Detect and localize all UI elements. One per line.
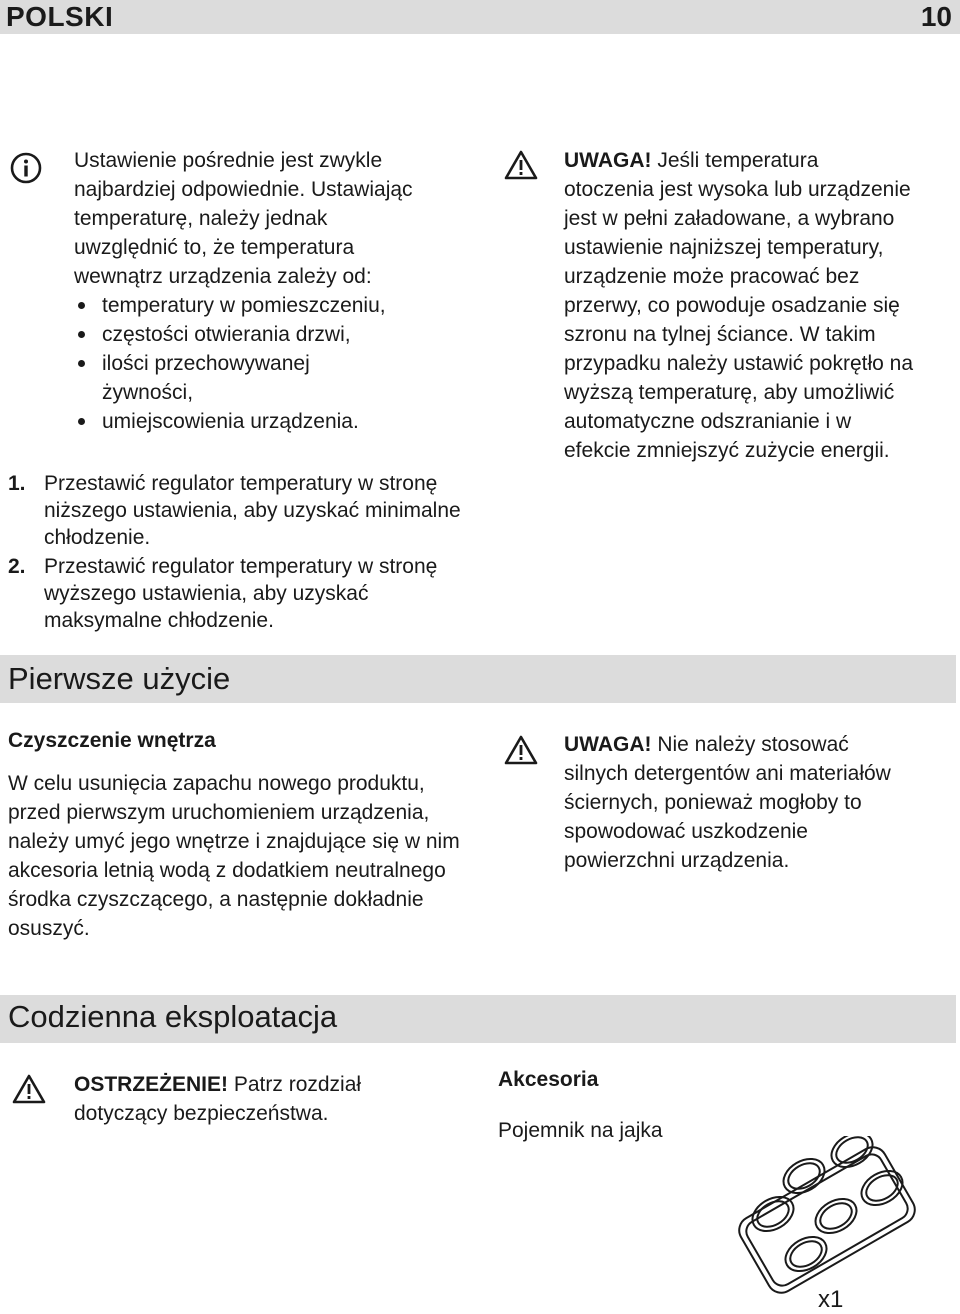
warning-label: UWAGA! <box>564 733 652 756</box>
warning-text: Patrz rozdział dotyczący bezpieczeństwa. <box>74 1073 362 1125</box>
warning-text: Nie należy stosować silnych detergentów ani materiałów ściernych, ponieważ mogłoby to spowodować uszkodzenie powierzchni urządzenia. <box>564 733 891 872</box>
temperature-warning <box>564 146 914 465</box>
temperature-steps <box>8 470 478 634</box>
section-header-daily-use <box>0 995 956 1043</box>
safety-warning <box>74 1070 414 1128</box>
warning-triangle-icon <box>504 150 538 180</box>
list-item: temperatury w pomieszczeniu, <box>74 291 434 320</box>
factor-list <box>74 291 434 436</box>
language-label: POLSKI <box>6 1 114 32</box>
warning-label: UWAGA! <box>564 149 652 172</box>
egg-tray-illustration <box>732 1136 922 1304</box>
step-text: Przestawić regulator temperatury w stronę niższego ustawienia, aby uzyskać minimalne chłodzenie. <box>44 472 461 549</box>
accessory-quantity: x1 <box>818 1286 844 1313</box>
step-item <box>8 553 478 634</box>
cleaning-text: W celu usunięcia zapachu nowego produktu, przed pierwszym uruchomieniem urządzenia, należy umyć jego wnętrze i znajdujące się w nim akcesoria letnią wodą z dodatkiem neutralnego środka czyszczącego, a następnie dokładnie osuszyć. <box>8 772 460 940</box>
subheading-cleaning: Czyszczenie wnętrza <box>8 729 216 752</box>
cleaning-block <box>8 727 478 943</box>
page-header <box>0 0 960 34</box>
info-intro: Ustawienie pośrednie jest zwykle najbardziej odpowiednie. Ustawiając temperaturę, należy jednak uwzględnić to, że temperatura wewnątrz urządzenia zależy od: <box>74 149 413 288</box>
list-item: umiejscowienia urządzenia. <box>74 407 434 436</box>
accessory-item: Pojemnik na jajka <box>498 1119 663 1142</box>
step-number: 1. <box>8 472 26 495</box>
section-title: Pierwsze użycie <box>8 661 231 696</box>
section-title: Codzienna eksploatacja <box>8 999 338 1034</box>
list-item: częstości otwierania drzwi, <box>74 320 434 349</box>
step-text: Przestawić regulator temperatury w stronę wyższego ustawienia, aby uzyskać maksymalne chłodzenie. <box>44 555 438 632</box>
warning-text: Jeśli temperatura otoczenia jest wysoka lub urządzenie jest w pełni załadowane, a wybrano ustawienie najniższej temperatury, urządzenie może pracować bez przerwy, co powoduje osadzanie się szronu na tylnej ściance. W takim przypadku należy ustawić pokrętło na wyższą temperaturę, aby umożliwić automatyczne odszranianie i w efekcie zmniejszyć zużycie energii. <box>564 149 914 462</box>
warning-triangle-icon <box>12 1074 46 1104</box>
info-note <box>74 146 434 436</box>
accessories-heading: Akcesoria <box>498 1068 599 1091</box>
info-icon <box>10 152 42 184</box>
warning-triangle-icon <box>504 735 538 765</box>
section-header-first-use <box>0 655 956 703</box>
detergent-warning <box>564 730 904 875</box>
accessories-block <box>498 1066 898 1145</box>
step-item <box>8 470 478 551</box>
list-item: ilości przechowywanej żywności, <box>74 349 434 407</box>
warning-label: OSTRZEŻENIE! <box>74 1073 229 1096</box>
step-number: 2. <box>8 555 26 578</box>
page-number: 10 <box>920 1 952 32</box>
